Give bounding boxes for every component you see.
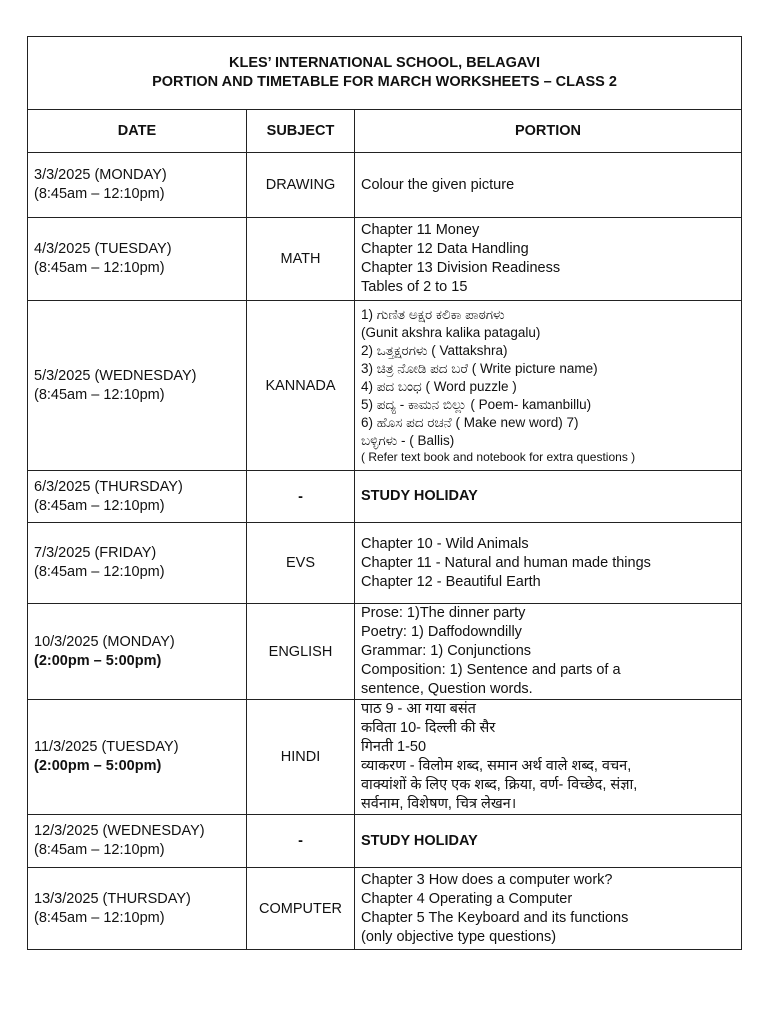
table-row: [28, 815, 742, 868]
subject-cell: COMPUTER: [247, 868, 355, 950]
table-row: [28, 471, 742, 523]
portion-cell: [355, 301, 742, 471]
portion-cell: [355, 471, 742, 523]
subject-cell: MATH: [247, 218, 355, 301]
portion-line: Composition: 1) Sentence and parts of a: [361, 662, 621, 678]
exam-date: 12/3/2025 (WEDNESDAY): [34, 823, 205, 839]
table-row: [28, 153, 742, 218]
timetable: [27, 36, 742, 950]
portion-line: सर्वनाम, विशेषण, चित्र लेखन।: [361, 796, 517, 812]
portion-line: sentence, Question words.: [361, 681, 533, 697]
portion-line: Chapter 4 Operating a Computer: [361, 890, 573, 907]
date-cell: [28, 700, 247, 815]
header-row: [28, 110, 742, 153]
portion-line: 2) ಒತ್ತಕ್ಷರಗಳು ( Vattakshra): [361, 343, 508, 358]
portion-cell: [355, 815, 742, 868]
table-row: [28, 868, 742, 950]
date-cell: [28, 471, 247, 523]
portion-cell: [355, 868, 742, 950]
portion-cell: [355, 700, 742, 815]
subject-cell: HINDI: [247, 700, 355, 815]
portion-cell: [355, 218, 742, 301]
portion-line: Chapter 3 How does a computer work?: [361, 871, 613, 888]
portion-line: वाक्यांशों के लिए एक शब्द, क्रिया, वर्ण- विच्छेद, संज्ञा,: [361, 777, 638, 793]
portion-line: कविता 10- दिल्ली की सैर: [361, 720, 496, 736]
exam-time: (2:00pm – 5:00pm): [34, 652, 162, 669]
portion-note: ( Refer text book and notebook for extra questions ): [361, 450, 636, 464]
column-header-date: DATE: [28, 110, 247, 153]
portion-line: 5) ಪದ್ಯ - ಕಾಮನ ಬಿಲ್ಲು ( Poem- kamanbillu): [361, 397, 592, 412]
exam-date: 6/3/2025 (THURSDAY): [34, 478, 183, 495]
subject-cell: -: [247, 471, 355, 523]
subject-cell: ENGLISH: [247, 604, 355, 700]
portion-line: Chapter 11 - Natural and human made things: [361, 554, 651, 571]
portion-line: Grammar: 1) Conjunctions: [361, 643, 532, 659]
portion-line: 1) ಗುಣಿತ ಅಕ್ಷರ ಕಲಿಕಾ ಪಾಠಗಳು: [361, 307, 505, 322]
column-header-subject: SUBJECT: [247, 110, 355, 153]
table-row: [28, 523, 742, 604]
exam-time: (8:45am – 12:10pm): [34, 909, 165, 926]
timetable-sheet: [27, 36, 741, 950]
exam-date: 4/3/2025 (TUESDAY): [34, 241, 172, 257]
portion-cell: [355, 153, 742, 218]
study-holiday-label: STUDY HOLIDAY: [361, 488, 478, 504]
portion-line: Chapter 12 - Beautiful Earth: [361, 573, 541, 590]
exam-date: 7/3/2025 (FRIDAY): [34, 545, 157, 561]
date-cell: [28, 153, 247, 218]
exam-date: 11/3/2025 (TUESDAY): [34, 739, 179, 755]
exam-time: (8:45am – 12:10pm): [34, 386, 165, 403]
portion-line: (Gunit akshra kalika patagalu): [361, 325, 541, 340]
date-cell: [28, 604, 247, 700]
date-cell: [28, 868, 247, 950]
portion-line: पाठ 9 - आ गया बसंत: [361, 701, 476, 717]
date-cell: [28, 523, 247, 604]
portion-line: ಬಳ್ಳಿಗಳು - ( Ballis): [361, 433, 455, 448]
exam-date: 13/3/2025 (THURSDAY): [34, 890, 191, 907]
portion-line: Chapter 12 Data Handling: [361, 241, 529, 257]
subject-cell: EVS: [247, 523, 355, 604]
portion-line: 4) ಪದ ಬಂಧ ( Word puzzle ): [361, 379, 517, 394]
table-row: [28, 301, 742, 471]
exam-time: (8:45am – 12:10pm): [34, 186, 165, 202]
date-cell: [28, 815, 247, 868]
exam-date: 5/3/2025 (WEDNESDAY): [34, 367, 197, 384]
portion-line: (only objective type questions): [361, 928, 557, 945]
table-row: [28, 218, 742, 301]
table-row: [28, 700, 742, 815]
portion-line: Tables of 2 to 15: [361, 279, 468, 295]
portion-cell: [355, 523, 742, 604]
study-holiday-label: STUDY HOLIDAY: [361, 832, 478, 849]
school-name: KLES’ INTERNATIONAL SCHOOL, BELAGAVI: [229, 55, 540, 71]
exam-time: (2:00pm – 5:00pm): [34, 758, 162, 774]
exam-time: (8:45am – 12:10pm): [34, 842, 165, 858]
portion-line: Chapter 5 The Keyboard and its functions: [361, 909, 629, 926]
table-row: [28, 604, 742, 700]
portion-line: Poetry: 1) Daffodowndilly: [361, 624, 522, 640]
portion-line: Prose: 1)The dinner party: [361, 605, 526, 621]
date-cell: [28, 301, 247, 471]
exam-date: 10/3/2025 (MONDAY): [34, 633, 175, 650]
subject-cell: DRAWING: [247, 153, 355, 218]
title-cell: [28, 37, 742, 110]
portion-line: Colour the given picture: [361, 176, 515, 193]
portion-cell: [355, 604, 742, 700]
portion-line: Chapter 11 Money: [361, 222, 480, 238]
portion-line: 3) ಚಿತ್ರ ನೋಡಿ ಪದ ಬರೆ ( Write picture name): [361, 361, 598, 376]
exam-time: (8:45am – 12:10pm): [34, 564, 165, 580]
exam-time: (8:45am – 12:10pm): [34, 260, 165, 276]
subject-cell: KANNADA: [247, 301, 355, 471]
subject-cell: -: [247, 815, 355, 868]
portion-line: गिनती 1-50: [361, 739, 427, 755]
document-title: PORTION AND TIMETABLE FOR MARCH WORKSHEETS – CLASS 2: [152, 74, 617, 90]
portion-line: व्याकरण - विलोम शब्द, समान अर्थ वाले शब्द, वचन,: [361, 758, 632, 774]
date-cell: [28, 218, 247, 301]
portion-line: 6) ಹೊಸ ಪದ ರಚನೆ ( Make new word) 7): [361, 415, 579, 430]
portion-line: Chapter 13 Division Readiness: [361, 260, 561, 276]
column-header-portion: PORTION: [355, 110, 742, 153]
exam-date: 3/3/2025 (MONDAY): [34, 167, 167, 183]
portion-line: Chapter 10 - Wild Animals: [361, 535, 529, 552]
exam-time: (8:45am – 12:10pm): [34, 497, 165, 514]
